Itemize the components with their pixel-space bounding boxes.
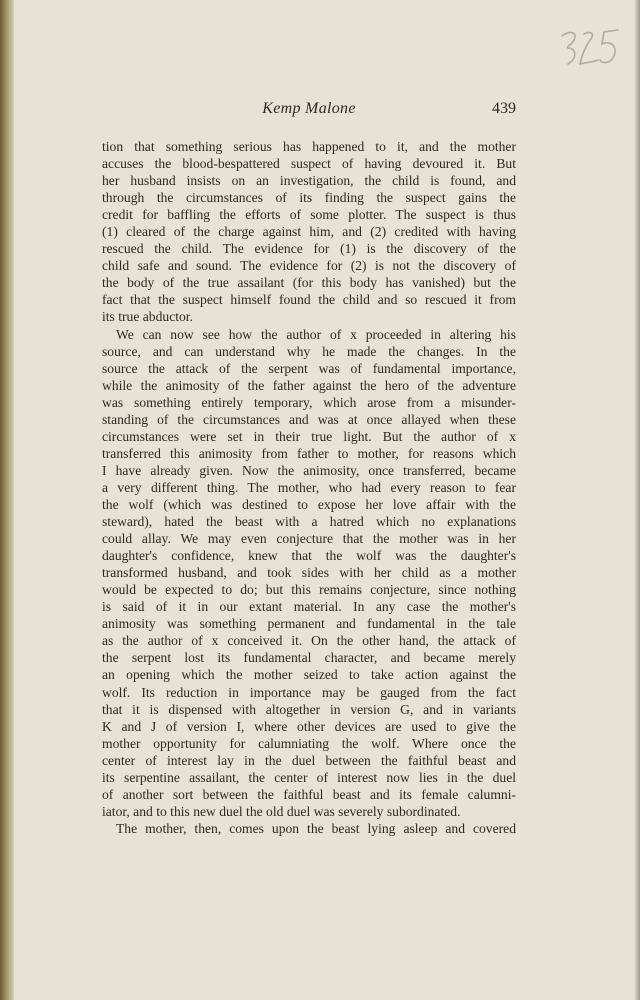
text-line: The mother, then, comes upon the beast lying asleep and covered <box>116 820 516 836</box>
text-line: animosity was something permanent and fundamental in the tale <box>102 616 516 632</box>
body-text <box>102 138 516 837</box>
text-line: the wolf (which was destined to expose her love affair with the <box>102 496 516 512</box>
running-head <box>102 100 516 126</box>
text-line: that it is dispensed with altogether in version G, and in variants <box>102 701 516 717</box>
text-line: standing of the circumstances and was at once allayed when these <box>102 411 516 427</box>
text-line: transferred this animosity from father to mother, for reasons which <box>102 445 516 461</box>
text-line: a very different thing. The mother, who had every reason to fear <box>102 479 516 495</box>
text-line: credit for baffling the efforts of some plotter. The suspect is thus <box>102 207 516 223</box>
text-line: her husband insists on an investigation, the child is found, and <box>102 173 516 189</box>
text-line: is said of it in our extant material. In any case the mother's <box>102 599 516 615</box>
text-line: mother opportunity for calumniating the wolf. Where once the <box>102 735 516 751</box>
text-line: through the circumstances of its finding the suspect gains the <box>102 190 516 206</box>
text-line: daughter's confidence, knew that the wolf was the daughter's <box>102 548 516 564</box>
text-line: the body of the true assailant (for this body has vanished) but the <box>102 275 516 291</box>
text-line: accuses the blood-bespattered suspect of having devoured it. But <box>102 156 516 172</box>
text-line: steward), hated the beast with a hatred which no explanations <box>102 514 516 530</box>
text-line: (1) cleared of the charge against him, and (2) credited with having <box>102 224 516 240</box>
text-line: rescued the child. The evidence for (1) is the discovery of the <box>102 241 516 257</box>
text-line: could allay. We may even conjecture that the mother was in her <box>102 531 516 547</box>
text-line: as the author of x conceived it. On the other hand, the attack of <box>102 633 516 649</box>
text-line: its serpentine assailant, the center of interest now lies in the duel <box>102 769 516 785</box>
text-line: source, and can understand why he made the changes. In the <box>102 343 516 359</box>
text-line: We can now see how the author of x proceeded in altering his <box>116 326 516 342</box>
text-line: of another sort between the faithful beast and its female calumni- <box>102 786 516 802</box>
text-line: child safe and sound. The evidence for (2) is not the discovery of <box>102 258 516 274</box>
text-line: transformed husband, and took sides with her child as a mother <box>102 565 516 581</box>
text-line: while the animosity of the father against the hero of the adventure <box>102 377 516 393</box>
text-line: tion that something serious has happened to it, and the mother <box>102 139 516 154</box>
text-line: source the attack of the serpent was of fundamental importance, <box>102 360 516 376</box>
page-binding-edge <box>0 0 14 1000</box>
text-line: wolf. Its reduction in importance may be gauged from the fact <box>102 684 516 700</box>
text-line: was something entirely temporary, which arose from a misunder- <box>102 394 516 410</box>
running-title: Kemp Malone <box>262 100 356 117</box>
text-line: fact that the suspect himself found the child and so rescued it from <box>102 292 516 308</box>
text-line: iator, and to this new duel the old duel was severely subordinated. <box>102 803 461 819</box>
text-line: K and J of version I, where other devices are used to give the <box>102 718 516 734</box>
pencil-annotation <box>556 24 626 72</box>
text-line: circumstances were set in their true light. But the author of x <box>102 428 516 444</box>
text-line: an opening which the mother seized to take action against the <box>102 667 516 683</box>
text-line: the serpent lost its fundamental character, and became merely <box>102 650 516 666</box>
page-number: 439 <box>492 100 516 117</box>
page-outer-edge <box>634 0 640 1000</box>
text-line: its true abductor. <box>102 309 193 325</box>
text-line: I have already given. Now the animosity, once transferred, became <box>102 462 516 478</box>
text-line: center of interest lay in the duel between the faithful beast and <box>102 752 516 768</box>
text-line: would be expected to do; but this remains conjecture, since nothing <box>102 582 516 598</box>
